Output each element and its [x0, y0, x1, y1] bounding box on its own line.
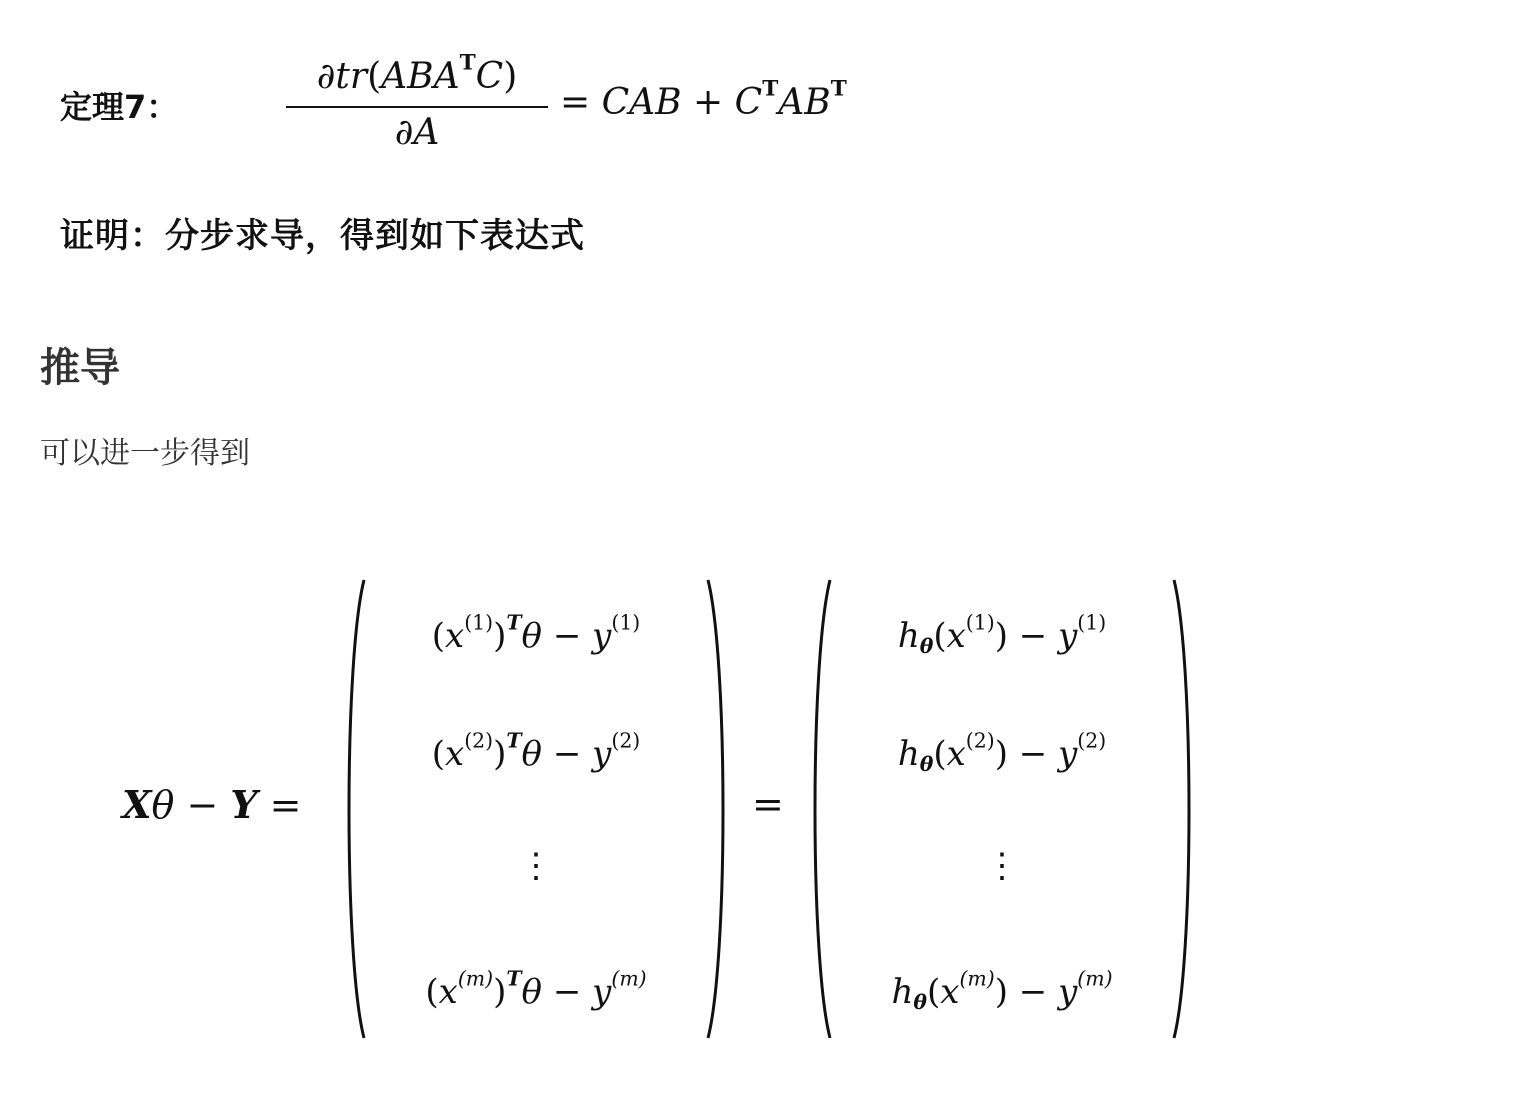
- sample-index: (2): [611, 728, 641, 753]
- equals-sign: =: [257, 783, 302, 827]
- fraction-numerator: [286, 50, 548, 97]
- open-paren: (: [926, 972, 941, 1012]
- matrix-c: C: [734, 82, 763, 123]
- derivative-fraction: [286, 50, 548, 156]
- close-paren: ): [994, 616, 1008, 656]
- rhs-cab: = CAB +: [560, 82, 735, 123]
- minus-sign: −: [1007, 972, 1059, 1012]
- middle-equals-sign: =: [752, 782, 784, 826]
- paragraph: 可以进一步得到: [40, 436, 250, 471]
- right-matrix-row: [836, 966, 1168, 1015]
- y-symbol: y: [592, 734, 612, 774]
- theta-subscript: θ: [919, 752, 934, 777]
- proof-line: 证明：分步求导，得到如下表达式: [60, 216, 585, 256]
- close-paren: ): [503, 56, 518, 97]
- y-symbol: y: [1058, 734, 1078, 774]
- minus-sign: −: [542, 616, 593, 656]
- open-paren: (: [425, 972, 439, 1012]
- sample-index: (2): [965, 728, 995, 753]
- sample-index: (2): [1077, 728, 1107, 753]
- x-symbol: x: [438, 972, 458, 1012]
- matrix-product: ABA: [381, 56, 460, 97]
- matrix-x: X: [122, 782, 152, 827]
- close-paren: ): [994, 972, 1008, 1012]
- fraction-bar: [286, 106, 548, 108]
- close-paren: ): [493, 972, 507, 1012]
- minus-sign: −: [1007, 616, 1059, 656]
- open-paren: (: [933, 616, 947, 656]
- minus-sign: −: [174, 783, 231, 827]
- right-matrix-row: [836, 610, 1168, 659]
- sample-index: (2): [464, 728, 494, 753]
- equation-lhs: [122, 782, 301, 827]
- close-paren: ): [493, 616, 507, 656]
- sample-index: (m): [1077, 966, 1113, 991]
- theorem-rhs: [560, 76, 847, 123]
- transpose-superscript: T: [459, 50, 476, 76]
- matrix-equation: [0, 560, 1514, 1060]
- sample-index: (m): [611, 966, 647, 991]
- hypothesis-h: h: [891, 972, 914, 1012]
- open-paren: (: [431, 616, 446, 656]
- partial-symbol: ∂: [394, 112, 414, 153]
- transpose-superscript: T: [762, 76, 779, 102]
- theta-subscript: θ: [913, 990, 927, 1015]
- transpose-superscript: T: [506, 966, 522, 991]
- x-symbol: x: [445, 616, 465, 656]
- theta-symbol: θ: [521, 616, 543, 656]
- hypothesis-h: h: [897, 734, 920, 774]
- left-matrix-open-paren: [336, 560, 372, 1060]
- transpose-superscript: T: [506, 728, 522, 753]
- left-matrix-row: [370, 610, 702, 656]
- sample-index: (1): [965, 610, 995, 635]
- close-paren: ): [493, 734, 507, 774]
- partial-symbol: ∂: [316, 56, 336, 97]
- left-matrix-row: [370, 728, 702, 774]
- theta-symbol: θ: [521, 734, 543, 774]
- fraction-denominator: [286, 112, 548, 153]
- theorem-label: 定理7：: [60, 88, 179, 126]
- x-symbol: x: [946, 734, 966, 774]
- open-paren: (: [431, 734, 446, 774]
- open-paren: (: [367, 56, 382, 97]
- trace-operator: tr: [335, 56, 368, 97]
- transpose-superscript: T: [506, 610, 522, 635]
- left-matrix-vdots: ⋮: [519, 846, 553, 886]
- hypothesis-h: h: [897, 616, 920, 656]
- left-matrix-close-paren: [700, 560, 736, 1060]
- y-symbol: y: [1058, 616, 1078, 656]
- open-paren: (: [933, 734, 947, 774]
- matrix-ab: AB: [778, 82, 831, 123]
- sample-index: (1): [1077, 610, 1107, 635]
- matrix-a: A: [413, 112, 440, 153]
- right-matrix-vdots: ⋮: [985, 846, 1019, 886]
- right-matrix-row: [836, 728, 1168, 777]
- theta-symbol: θ: [151, 783, 175, 827]
- close-paren: ): [994, 734, 1008, 774]
- theta-subscript: θ: [919, 634, 934, 659]
- theorem-7: [60, 50, 880, 156]
- sample-index: (m): [959, 966, 995, 991]
- sample-index: (m): [457, 966, 494, 991]
- matrix-c: C: [475, 56, 504, 97]
- right-matrix-open-paren: [802, 560, 838, 1060]
- x-symbol: x: [940, 972, 960, 1012]
- left-matrix-row: [370, 966, 702, 1012]
- sample-index: (1): [611, 610, 641, 635]
- section-heading: 推导: [40, 345, 120, 391]
- transpose-superscript: T: [830, 76, 847, 102]
- x-symbol: x: [946, 616, 966, 656]
- y-symbol: y: [592, 972, 612, 1012]
- x-symbol: x: [445, 734, 465, 774]
- theta-symbol: θ: [521, 972, 543, 1012]
- y-symbol: y: [1058, 972, 1078, 1012]
- minus-sign: −: [542, 734, 593, 774]
- y-symbol: y: [592, 616, 612, 656]
- minus-sign: −: [542, 972, 593, 1012]
- minus-sign: −: [1007, 734, 1059, 774]
- right-matrix-close-paren: [1166, 560, 1202, 1060]
- sample-index: (1): [464, 610, 494, 635]
- vector-y: Y: [230, 782, 258, 827]
